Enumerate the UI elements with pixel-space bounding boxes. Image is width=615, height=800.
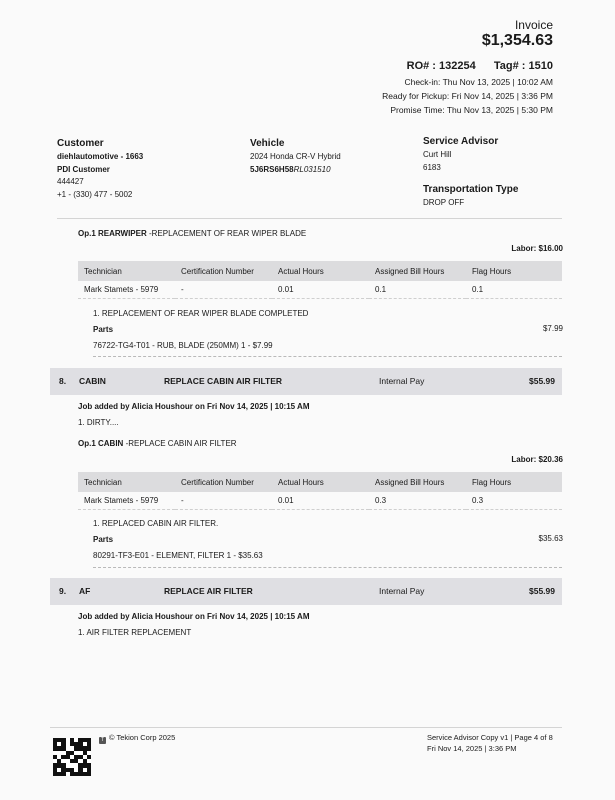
footer-divider (50, 727, 562, 728)
technician-table (78, 472, 562, 510)
col-technician: Technician (78, 261, 175, 281)
actual-hours: 0.01 (272, 492, 369, 509)
job-concern: 1. DIRTY.... (78, 418, 119, 427)
job-code: AF (79, 586, 91, 596)
flag-hours: 0.1 (466, 281, 562, 298)
transport-heading: Transportation Type (423, 184, 519, 195)
op-desc: -REPLACE CABIN AIR FILTER (123, 439, 237, 448)
ro-label: RO# : (406, 60, 436, 72)
part-line: 80291-TF3-E01 - ELEMENT, FILTER 1 - $35.63 (93, 551, 263, 560)
customer-heading: Customer (57, 138, 104, 149)
footer-brand (99, 733, 175, 744)
col-technician: Technician (78, 472, 175, 492)
col-actual-hours: Actual Hours (272, 261, 369, 281)
footer-copyright: © Tekion Corp 2025 (109, 733, 176, 742)
vehicle-vin (250, 164, 410, 177)
labor-amount: Labor: $20.36 (511, 455, 563, 464)
transport-type: DROP OFF (423, 198, 465, 207)
vehicle-block (250, 138, 410, 176)
job-code: CABIN (79, 376, 106, 386)
certification-number: - (175, 492, 272, 509)
table-row (78, 492, 562, 509)
vehicle-model: 2024 Honda CR-V Hybrid (250, 152, 341, 161)
footer-copy-info: Service Advisor Copy v1 | Page 4 of 8 (427, 733, 553, 742)
assigned-hours: 0.3 (369, 492, 466, 509)
job-number: 8. (59, 376, 67, 386)
job-bar-9 (50, 578, 562, 605)
invoice-total: $1,354.63 (481, 32, 553, 49)
op-code: Op.1 CABIN (78, 439, 124, 448)
ro-number: 132254 (439, 60, 476, 72)
job-number: 9. (59, 586, 67, 596)
divider (93, 356, 562, 357)
divider (57, 218, 562, 219)
col-certification: Certification Number (175, 261, 272, 281)
technician-name: Mark Stamets - 5979 (78, 281, 175, 298)
job-title: REPLACE AIR FILTER (164, 586, 253, 596)
job-amount: $55.99 (529, 586, 555, 596)
tag-label: Tag# : (493, 60, 526, 72)
ready-time: Ready for Pickup: Fri Nov 14, 2025 | 3:36 PM (382, 91, 553, 101)
actual-hours: 0.01 (272, 281, 369, 298)
op-code: Op.1 REARWIPER (78, 229, 147, 238)
advisor-block (423, 136, 563, 210)
part-line: 76722-TG4-T01 - RUB, BLADE (250MM) 1 - $7.99 (93, 341, 273, 350)
job-added-by: Job added by Alicia Houshour on Fri Nov 14, 2025 | 10:15 AM (78, 612, 310, 621)
labor-amount: Labor: $16.00 (511, 244, 563, 253)
job-bar-8 (50, 368, 562, 395)
certification-number: - (175, 281, 272, 298)
ro-tag-line (407, 60, 553, 72)
parts-label: Parts (93, 325, 114, 334)
op-note: 1. REPLACED CABIN AIR FILTER. (93, 519, 219, 528)
customer-name: diehlautomotive - 1663 (57, 152, 144, 161)
tekion-logo-icon: T (100, 737, 105, 743)
advisor-id: 6183 (423, 162, 441, 172)
customer-id: 444427 (57, 177, 84, 186)
parts-label: Parts (93, 535, 114, 544)
flag-hours: 0.3 (466, 492, 562, 509)
vin-prefix: 5J6RS6H58 (250, 164, 294, 174)
advisor-heading: Service Advisor (423, 136, 499, 147)
op-desc: -REPLACEMENT OF REAR WIPER BLADE (146, 229, 307, 238)
technician-table (78, 261, 562, 299)
customer-type: PDI Customer (57, 164, 110, 174)
op-title (78, 439, 237, 448)
parts-total: $35.63 (538, 534, 563, 543)
job-amount: $55.99 (529, 376, 555, 386)
job-added-by: Job added by Alicia Houshour on Fri Nov 14, 2025 | 10:15 AM (78, 402, 310, 411)
vehicle-heading: Vehicle (250, 138, 285, 149)
table-row (78, 281, 562, 298)
col-flag-hours: Flag Hours (466, 472, 562, 492)
divider (93, 567, 562, 568)
col-assigned-hours: Assigned Bill Hours (369, 261, 466, 281)
check-in-time: Check-in: Thu Nov 13, 2025 | 10:02 AM (404, 77, 553, 87)
col-flag-hours: Flag Hours (466, 261, 562, 281)
table-header-row (78, 261, 562, 281)
assigned-hours: 0.1 (369, 281, 466, 298)
customer-phone: +1 - (330) 477 - 5002 (57, 189, 133, 199)
col-assigned-hours: Assigned Bill Hours (369, 472, 466, 492)
invoice-label: Invoice (514, 18, 553, 32)
customer-block (57, 138, 237, 201)
tag-number: 1510 (528, 60, 553, 72)
job-title: REPLACE CABIN AIR FILTER (164, 376, 283, 386)
promise-time: Promise Time: Thu Nov 13, 2025 | 5:30 PM (390, 105, 553, 115)
pay-type: Internal Pay (379, 376, 425, 386)
advisor-name: Curt Hill (423, 150, 452, 159)
technician-name: Mark Stamets - 5979 (78, 492, 175, 509)
footer-date: Fri Nov 14, 2025 | 3:36 PM (427, 744, 517, 753)
parts-total: $7.99 (542, 324, 563, 333)
col-actual-hours: Actual Hours (272, 472, 369, 492)
job-concern: 1. AIR FILTER REPLACEMENT (78, 628, 192, 637)
op-title (78, 229, 306, 238)
op-note: 1. REPLACEMENT OF REAR WIPER BLADE COMPLETED (93, 309, 309, 318)
table-header-row (78, 472, 562, 492)
vin-suffix: RL031510 (293, 164, 331, 174)
pay-type: Internal Pay (379, 586, 425, 596)
col-certification: Certification Number (175, 472, 272, 492)
qr-code-icon (53, 738, 91, 776)
